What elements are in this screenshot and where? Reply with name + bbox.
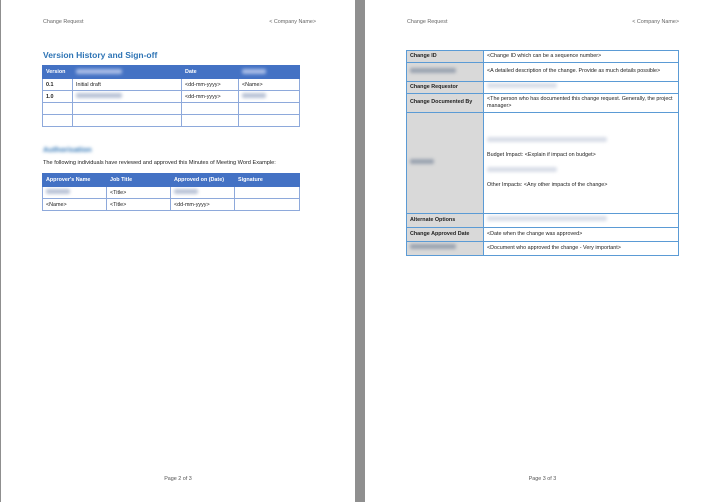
header-approved-on: Approved on (Date)	[171, 174, 235, 187]
table-cell: <Name>	[43, 199, 107, 211]
header-job-title: Job Title	[107, 174, 171, 187]
table-row	[43, 187, 300, 199]
table-header-row	[43, 174, 300, 187]
table-row	[407, 51, 679, 63]
value-blurred	[484, 82, 679, 94]
blurred-text	[487, 216, 607, 221]
header-blurred	[239, 66, 300, 79]
table-row	[43, 103, 300, 115]
value-approved-by: <Document who approved the change - Very important>	[484, 242, 679, 256]
approval-paragraph: The following individuals have reviewed and approved this Minutes of Meeting Word Example:	[43, 160, 276, 166]
blurred-text	[487, 137, 607, 142]
value-description: <A detailed description of the change. Provide as much details possible>	[484, 63, 679, 82]
page-footer: Page 3 of 3	[528, 476, 557, 482]
label-alternate-options: Alternate Options	[407, 214, 484, 228]
table-row	[407, 94, 679, 113]
table-cell: <Title>	[107, 199, 171, 211]
table-row	[43, 91, 300, 103]
table-cell: 0.1	[43, 79, 73, 91]
label-documented-by: Change Documented By	[407, 94, 484, 113]
table-cell: <Name>	[239, 79, 300, 91]
header-signature: Signature	[235, 174, 300, 187]
label-blurred	[407, 63, 484, 82]
header-date: Date	[182, 66, 239, 79]
table-cell: Initial draft	[73, 79, 182, 91]
table-row	[43, 199, 300, 211]
blurred-text	[46, 189, 70, 194]
table-row	[407, 214, 679, 228]
blurred-text	[487, 83, 557, 88]
label-change-requestor: Change Requestor	[407, 82, 484, 94]
blurred-text	[487, 167, 557, 172]
table-header-row	[43, 66, 300, 79]
value-change-id: <Change ID which can be a sequence number>	[484, 51, 679, 63]
header-version: Version	[43, 66, 73, 79]
table-cell	[235, 187, 300, 199]
blurred-text	[76, 69, 122, 74]
table-cell: <dd-mm-yyyy>	[182, 91, 239, 103]
table-cell: 1.0	[43, 91, 73, 103]
table-cell: <dd-mm-yyyy>	[171, 199, 235, 211]
table-row	[43, 79, 300, 91]
version-history-heading: Version History and Sign-off	[43, 50, 158, 60]
authorization-heading: Authorisation	[43, 145, 92, 154]
other-impacts: Other Impacts: <Any other impacts of the change>	[487, 181, 608, 188]
value-approved-date: <Date when the change was approved>	[484, 228, 679, 242]
version-history-table	[42, 65, 300, 127]
value-impact	[484, 113, 679, 214]
table-row	[407, 113, 679, 214]
page-footer: Page 2 of 3	[164, 476, 192, 482]
table-cell	[43, 187, 107, 199]
change-request-table	[406, 50, 679, 256]
header-blurred	[73, 66, 182, 79]
label-change-id: Change ID	[407, 51, 484, 63]
table-cell	[171, 187, 235, 199]
table-cell	[73, 91, 182, 103]
document-page-2	[1, 0, 355, 502]
value-documented-by: <The person who has documented this change request. Generally, the project manager>	[484, 94, 679, 113]
page-header-title: Change Request	[43, 19, 84, 25]
blurred-text	[76, 93, 122, 98]
table-cell: <dd-mm-yyyy>	[182, 79, 239, 91]
blurred-text	[242, 69, 266, 74]
blurred-text	[410, 159, 434, 164]
blurred-text	[242, 93, 266, 98]
header-approver-name: Approver's Name	[43, 174, 107, 187]
approver-table	[42, 173, 300, 211]
label-approved-date: Change Approved Date	[407, 228, 484, 242]
table-row	[407, 82, 679, 94]
blurred-text	[410, 244, 456, 249]
label-blurred	[407, 242, 484, 256]
value-blurred	[484, 214, 679, 228]
document-page-3	[365, 0, 720, 502]
budget-impact: Budget Impact: <Explain if impact on budget>	[487, 152, 596, 159]
table-cell	[239, 91, 300, 103]
page-header-title: Change Request	[407, 19, 448, 25]
blurred-text	[410, 68, 456, 73]
table-cell: <Title>	[107, 187, 171, 199]
blurred-text	[174, 189, 198, 194]
table-row	[407, 228, 679, 242]
page-header-company: < Company Name>	[269, 19, 316, 25]
page-header-company: < Company Name>	[632, 19, 679, 25]
table-row	[407, 63, 679, 82]
label-blurred	[407, 113, 484, 214]
table-cell	[235, 199, 300, 211]
table-row	[43, 115, 300, 127]
table-row	[407, 242, 679, 256]
